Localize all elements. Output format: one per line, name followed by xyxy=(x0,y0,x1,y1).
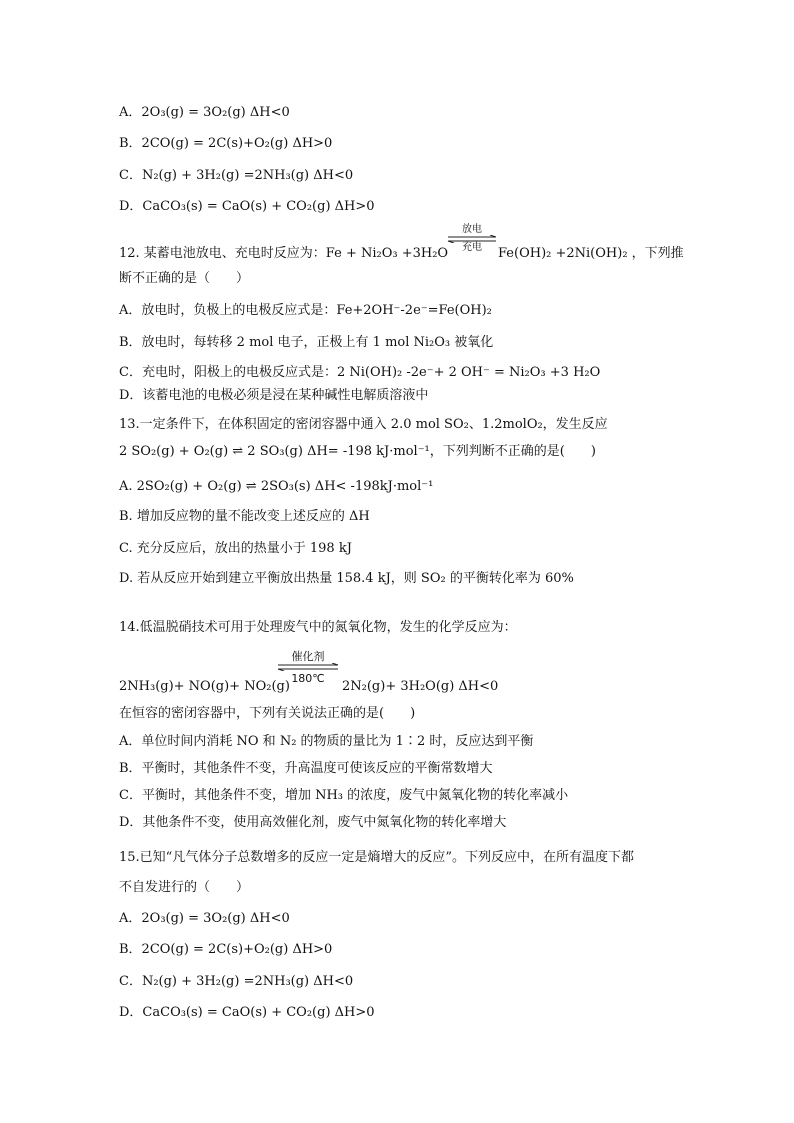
q12-reversible-arrow xyxy=(446,224,498,254)
q15-option-c: C．N₂(g) + 3H₂(g) =2NH₃(g) ΔH<0 xyxy=(119,974,354,989)
double-arrow-icon xyxy=(276,663,340,671)
q12-option-d: D．该蓄电池的电极必须是浸在某种碱性电解质溶液中 xyxy=(119,388,429,403)
q12-stem-line2: 断不正确的是（ ） xyxy=(119,271,250,286)
q12-arrow-label-charge: 充电 xyxy=(462,242,482,253)
q12-stem-right: Fe(OH)₂ +2Ni(OH)₂ ，下列推 xyxy=(498,246,684,261)
q13-stem-line2: 2 SO₂(g) + O₂(g) ⇌ 2 SO₃(g) ΔH= -198 kJ·mol⁻¹，下列判断不正确的是( ) xyxy=(119,444,596,459)
q13-option-b: B. 增加反应物的量不能改变上述反应的 ΔH xyxy=(119,509,370,524)
block1-option-c: C．N₂(g) + 3H₂(g) =2NH₃(g) ΔH<0 xyxy=(119,168,354,183)
q14-option-d: D．其他条件不变，使用高效催化剂，废气中氮氧化物的转化率增大 xyxy=(119,815,507,830)
q12-arrow-label-discharge: 放电 xyxy=(462,224,482,235)
q14-stem-line1: 14.低温脱硝技术可用于处理废气中的氮氧化物，发生的化学反应为： xyxy=(119,620,517,635)
q12-option-c: C．充电时，阳极上的电极反应式是：2 Ni(OH)₂ -2e⁻+ 2 OH⁻ = Ni₂O₃ +3 H₂O xyxy=(119,365,601,380)
q14-catalyst-arrow xyxy=(276,650,340,684)
q14-option-a: A．单位时间内消耗 NO 和 N₂ 的物质的量比为 1∶2 时，反应达到平衡 xyxy=(119,734,534,749)
q15-option-d: D．CaCO₃(s) = CaO(s) + CO₂(g) ΔH>0 xyxy=(119,1005,375,1020)
q14-option-b: B．平衡时，其他条件不变，升高温度可使该反应的平衡常数增大 xyxy=(119,761,493,776)
q15-option-a: A．2O₃(g) = 3O₂(g) ΔH<0 xyxy=(119,911,290,926)
q14-reaction-left: 2NH₃(g)+ NO(g)+ NO₂(g) xyxy=(119,679,290,694)
block1-option-b: B．2CO(g) = 2C(s)+O₂(g) ΔH>0 xyxy=(119,136,333,151)
block1-option-a: A．2O₃(g) = 3O₂(g) ΔH<0 xyxy=(119,105,290,120)
q13-option-c: C. 充分反应后，放出的热量小于 198 kJ xyxy=(119,541,352,556)
q14-reaction-right: 2N₂(g)+ 3H₂O(g) ΔH<0 xyxy=(342,679,499,694)
q13-stem-line1: 13.一定条件下，在体积固定的密闭容器中通入 2.0 mol SO₂、1.2molO₂，发生反应 xyxy=(119,417,608,432)
q15-option-b: B．2CO(g) = 2C(s)+O₂(g) ΔH>0 xyxy=(119,942,333,957)
q15-stem-line2: 不自发进行的（ ） xyxy=(119,880,250,895)
q14-stem-line3: 在恒容的密闭容器中，下列有关说法正确的是( ) xyxy=(119,706,416,721)
q12-stem-left: 12. 某蓄电池放电、充电时反应为：Fe + Ni₂O₃ +3H₂O xyxy=(119,246,449,261)
q15-stem-line1: 15.已知“凡气体分子总数增多的反应一定是熵增大的反应”。下列反应中，在所有温度下都 xyxy=(119,850,634,865)
q14-catalyst-label: 催化剂 xyxy=(291,650,325,663)
q12-option-b: B．放电时，每转移 2 mol 电子，正极上有 1 mol Ni₂O₃ 被氧化 xyxy=(119,335,494,350)
q13-option-a: A. 2SO₂(g) + O₂(g) ⇌ 2SO₃(s) ΔH< -198kJ·mol⁻¹ xyxy=(119,479,434,494)
q14-option-c: C．平衡时，其他条件不变，增加 NH₃ 的浓度，废气中氮氧化物的转化率减小 xyxy=(119,788,569,803)
q14-temperature-label: 180℃ xyxy=(291,672,325,685)
q12-option-a: A．放电时，负极上的电极反应式是：Fe+2OH⁻-2e⁻=Fe(OH)₂ xyxy=(119,303,492,318)
q13-option-d: D. 若从反应开始到建立平衡放出热量 158.4 kJ，则 SO₂ 的平衡转化率为 60% xyxy=(119,571,574,586)
block1-option-d: D．CaCO₃(s) = CaO(s) + CO₂(g) ΔH>0 xyxy=(119,199,375,214)
